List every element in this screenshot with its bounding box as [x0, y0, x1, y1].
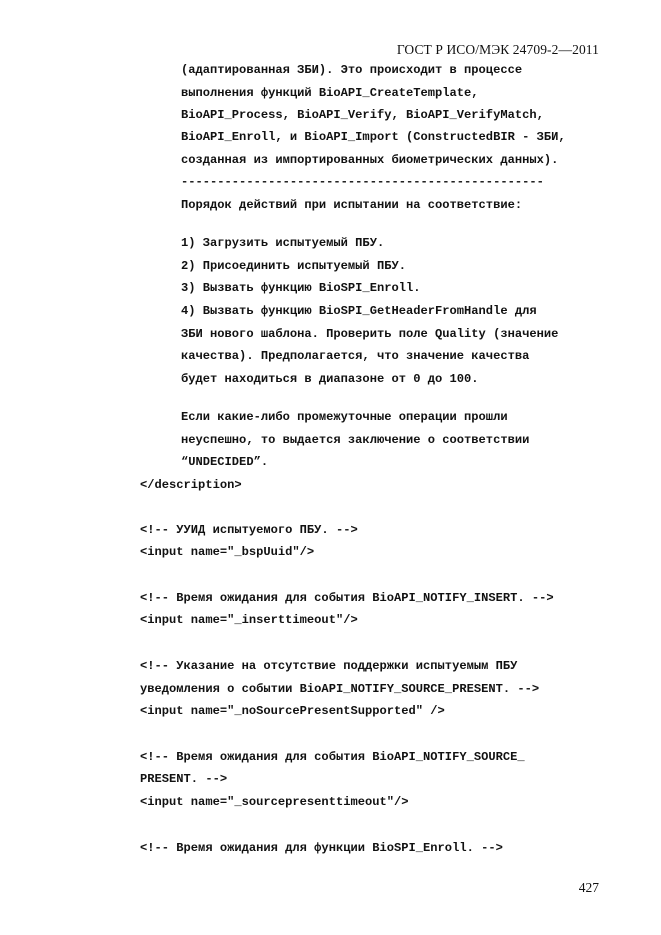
text-line: Порядок действий при испытании на соответствие: [181, 198, 523, 212]
separator-line: -------------------------------------------------- [181, 175, 544, 189]
text-line: BioAPI_Process, BioAPI_Verify, BioAPI_VerifyMatch, [181, 108, 544, 122]
list-item: 2) Присоединить испытуемый ПБУ. [181, 259, 406, 273]
text-line: (адаптированная ЗБИ). Это происходит в процессе [181, 63, 523, 77]
text-line: BioAPI_Enroll, и BioAPI_Import (ConstructedBIR - ЗБИ, [181, 130, 566, 144]
text-line: Если какие-либо промежуточные операции прошли [181, 410, 508, 424]
text-line: неуспешно, то выдается заключение о соответствии [181, 433, 530, 447]
page-number: 427 [578, 880, 599, 895]
code-line: <input name="_sourcepresenttimeout"/> [140, 795, 409, 809]
list-item: 1) Загрузить испытуемый ПБУ. [181, 236, 385, 250]
code-comment: <!-- Время ожидания для функции BioSPI_Enroll. --> [140, 841, 503, 855]
text-line: качества). Предполагается, что значение качества [181, 349, 530, 363]
list-item: 4) Вызвать функцию BioSPI_GetHeaderFromHandle для [181, 304, 537, 318]
code-line: </description> [140, 478, 242, 492]
code-comment: <!-- Указание на отсутствие поддержки испытуемым ПБУ [140, 659, 518, 673]
text-line: созданная из импортированных биометрических данных). [181, 153, 559, 167]
code-comment: PRESENT. --> [140, 772, 228, 786]
text-line: ЗБИ нового шаблона. Проверить поле Quality (значение [181, 327, 559, 341]
code-comment: <!-- УУИД испытуемого ПБУ. --> [140, 523, 358, 537]
code-comment: <!-- Время ожидания для события BioAPI_NOTIFY_INSERT. --> [140, 591, 554, 605]
text-line: будет находиться в диапазоне от 0 до 100. [181, 372, 479, 386]
code-line: <input name="_noSourcePresentSupported" /> [140, 704, 445, 718]
text-line: выполнения функций BioAPI_CreateTemplate, [181, 86, 479, 100]
text-line: “UNDECIDED”. [181, 455, 269, 469]
list-item: 3) Вызвать функцию BioSPI_Enroll. [181, 281, 421, 295]
code-comment: уведомления о событии BioAPI_NOTIFY_SOURCE_PRESENT. --> [140, 682, 540, 696]
code-line: <input name="_bspUuid"/> [140, 545, 315, 559]
document-header: ГОСТ Р ИСО/МЭК 24709-2—2011 [396, 42, 599, 57]
code-comment: <!-- Время ожидания для события BioAPI_NOTIFY_SOURCE_ [140, 750, 525, 764]
code-line: <input name="_inserttimeout"/> [140, 613, 358, 627]
